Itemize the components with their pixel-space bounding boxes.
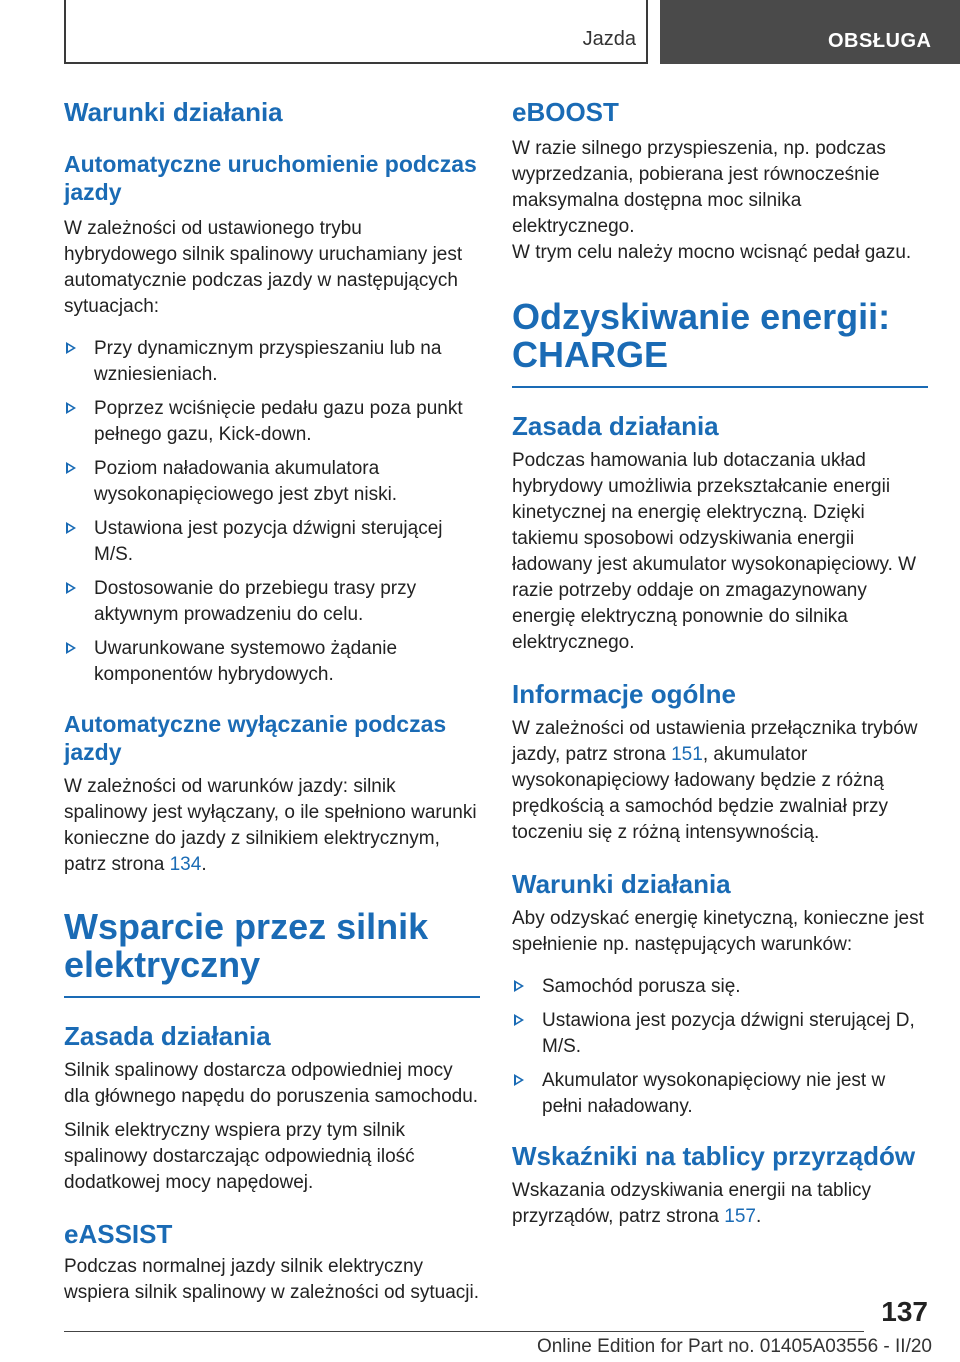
- paragraph-eboost-1: W razie silnego przyspieszenia, np. podczas wyprzedzania, pobierana jest równocześnie maksymalna dostępna moc silnika elektrycznego.: [512, 138, 886, 237]
- heading-warunki-dzialania: Warunki działania: [512, 869, 731, 899]
- list-item: Ustawiona jest pozycja dźwigni sterującej D, M/S.: [512, 1008, 928, 1060]
- triangle-bullet-icon: [66, 402, 76, 414]
- paragraph-wskazniki: Wskazania odzyskiwania energii na tablicy przyrządów, patrz strona 157.: [512, 1180, 872, 1227]
- paragraph-informacje: W zależności od ustawienia przełącznika trybów jazdy, patrz strona 151, akumulator wysokonapięciowy ładowany będzie z różną prędkością a samochód będzie zwalniał przy toczeniu się z różną intensywnością.: [512, 718, 918, 843]
- list-item: Akumulator wysokonapięciowy nie jest w pełni naładowany.: [512, 1068, 928, 1120]
- list-item: Dostosowanie do przebiegu trasy przy aktywnym prowadzeniu do celu.: [64, 576, 480, 628]
- triangle-bullet-icon: [514, 980, 524, 992]
- heading-auto-stop: Automatyczne wyłączanie podczas jazdy: [64, 711, 447, 765]
- chapter-title: Jazda: [582, 28, 636, 50]
- triangle-bullet-icon: [514, 1014, 524, 1026]
- list-item: Poprzez wciśnięcie pedału gazu poza punkt pełnego gazu, Kick-down.: [64, 396, 480, 448]
- list-warunki: [512, 974, 928, 1120]
- heading-wskazniki: Wskaźniki na tablicy przyrządów: [512, 1141, 916, 1171]
- heading-eassist: eASSIST: [64, 1219, 173, 1249]
- footer-divider: [64, 1331, 864, 1332]
- heading-odzyskiwanie: Odzyskiwanie energii: CHARGE: [512, 298, 928, 388]
- heading-warunki-dzialania: Warunki działania: [64, 97, 283, 127]
- triangle-bullet-icon: [66, 522, 76, 534]
- heading-zasada-dzialania: Zasada działania: [64, 1021, 271, 1051]
- footer-edition: Online Edition for Part no. 01405A03556 - II/20: [536, 1336, 932, 1357]
- page-link-134[interactable]: 134: [169, 854, 202, 875]
- triangle-bullet-icon: [66, 462, 76, 474]
- paragraph-eboost-2: W trym celu należy mocno wcisnąć pedał gazu.: [512, 242, 912, 263]
- list-auto-start: [64, 336, 480, 688]
- triangle-bullet-icon: [66, 342, 76, 354]
- page-link-157[interactable]: 157: [724, 1206, 756, 1227]
- paragraph-zasada: Podczas hamowania lub dotaczania układ hybrydowy umożliwia przekształcanie energii kinetycznej na energię elektryczną. Dzięki takiemu sposobowi odzyskiwania energii ładowany jest akumulator wysokonapięciowy. W razie potrzeby oddaje on zmagazynowany energię elektryczną ponownie do silnika elektrycznego.: [512, 450, 917, 653]
- triangle-bullet-icon: [66, 642, 76, 654]
- list-item: Poziom naładowania akumulatora wysokonapięciowego jest zbyt niski.: [64, 456, 480, 508]
- paragraph-eassist: Podczas normalnej jazdy silnik elektryczny wspiera silnik spalinowy w zależności od sytuacji.: [64, 1256, 480, 1303]
- paragraph-auto-start: W zależności od ustawionego trybu hybrydowego silnik spalinowy uruchamiany jest automatycznie podczas jazdy w następujących sytuacjach:: [64, 218, 463, 317]
- page-number: 137: [881, 1296, 928, 1327]
- paragraph-auto-stop: W zależności od warunków jazdy: silnik spalinowy jest wyłączany, o ile spełniono warunki konieczne do jazdy z silnikiem elektrycznym, patrz strona 134.: [64, 776, 477, 875]
- list-item: Uwarunkowane systemowo żądanie komponentów hybrydowych.: [64, 636, 480, 688]
- triangle-bullet-icon: [514, 1074, 524, 1086]
- section-tab: OBSŁUGA: [660, 0, 960, 64]
- list-item: Przy dynamicznym przyspieszaniu lub na wzniesieniach.: [64, 336, 480, 388]
- right-column: [512, 96, 928, 1230]
- heading-eboost: eBOOST: [512, 97, 619, 127]
- heading-informacje-ogolne: Informacje ogólne: [512, 679, 736, 709]
- paragraph-warunki: Aby odzyskać energię kinetyczną, konieczne jest spełnienie np. następujących warunków:: [512, 908, 924, 955]
- left-column: [64, 96, 480, 1306]
- triangle-bullet-icon: [66, 582, 76, 594]
- list-item: Samochód porusza się.: [512, 974, 928, 1000]
- list-item: Ustawiona jest pozycja dźwigni sterującej M/S.: [64, 516, 480, 568]
- heading-zasada-dzialania: Zasada działania: [512, 411, 719, 441]
- paragraph-zasada-2: Silnik elektryczny wspiera przy tym silnik spalinowy dostarczając odpowiednią ilość dodatkowej mocy napędowej.: [64, 1120, 415, 1193]
- page-link-151[interactable]: 151: [671, 744, 703, 765]
- heading-wsparcie-silnik: Wsparcie przez silnik elektryczny: [64, 908, 480, 998]
- paragraph-zasada-1: Silnik spalinowy dostarcza odpowiedniej mocy dla głównego napędu do poruszenia samochodu.: [64, 1060, 479, 1107]
- heading-auto-start: Automatyczne uruchomienie podczas jazdy: [64, 151, 477, 205]
